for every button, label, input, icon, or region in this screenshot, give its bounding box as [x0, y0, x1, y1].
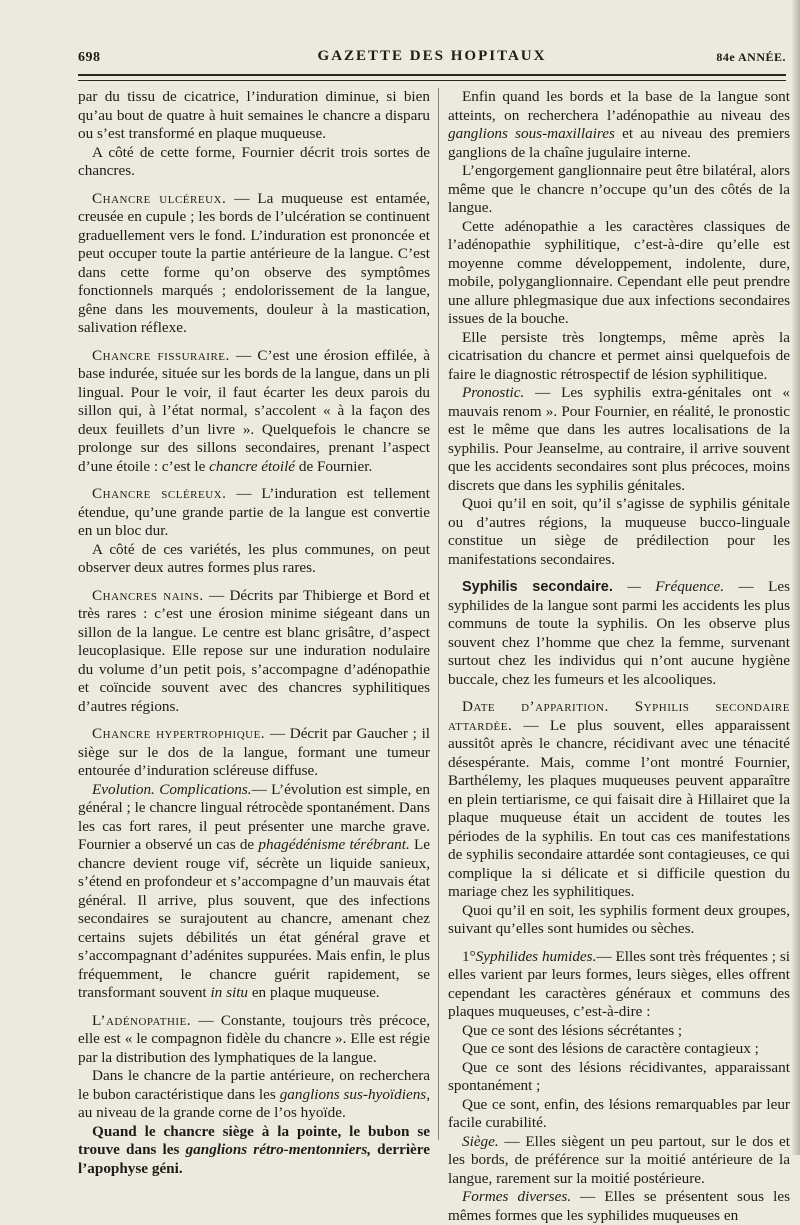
- left-column: [78, 88, 430, 1178]
- paragraph: Quoi qu’il en soit, les syphilis forment deux groupes, suivant qu’elles sont humides ou sèches.: [448, 901, 790, 937]
- section-heading: Chancre scléreux.: [92, 485, 227, 502]
- paragraph: [448, 948, 790, 1022]
- paragraph: [78, 781, 430, 1003]
- paragraph: Que ce sont des lésions sécrétantes ;: [462, 1021, 683, 1039]
- paragraph-text: — Les syphilis extra-génitales ont « mauvais renom ». Pour Fournier, en réalité, le pronostic est le même que dans les autres localisations de la syphilis. Pour Jeanselme, au contraire, il arrive souvent que les accidents secondaires sont plus précoces, moins discrets que dans les syphilis génitales.: [448, 384, 790, 494]
- right-column: [448, 88, 790, 1225]
- journal-title: GAZETTE DES HOPITAUX: [317, 48, 547, 64]
- paragraph: [78, 347, 430, 477]
- column-divider: [438, 88, 439, 1140]
- italic-term: ganglions sus-hyoïdiens,: [279, 1085, 430, 1103]
- header-rule-thin: [78, 80, 786, 81]
- paragraph-text: — Elles siègent un peu partout, sur le dos et les bords, de préférence sur la moitié antérieure de la langue, rarement sur la moitié postérieure.: [448, 1132, 790, 1187]
- italic-term: phagédénisme térébrant.: [258, 836, 410, 853]
- paragraph-text: de Fournier.: [295, 457, 373, 475]
- paragraph: [78, 1067, 430, 1123]
- page-number: 698: [78, 50, 101, 65]
- paragraph: A côté de ces variétés, les plus communes, on peut observer deux autres formes plus rares.: [78, 540, 430, 576]
- paragraph: Quoi qu’il en soit, qu’il s’agisse de syphilis génitale ou d’autres régions, la muqueuse bucco-linguale constitue un siège de prédilection pour les manifestations secondaires.: [448, 495, 790, 568]
- paragraph: Que ce sont des lésions de caractère contagieux ;: [462, 1040, 759, 1057]
- paragraph-text: au niveau de la grande corne de l’os hyoïde.: [78, 1104, 346, 1121]
- paragraph: [448, 384, 790, 495]
- italic-term: in situ: [210, 984, 249, 1001]
- paragraph: [448, 1133, 790, 1189]
- italic-term: ganglions rétro-mentonniers,: [185, 1141, 372, 1158]
- paragraph: [448, 578, 790, 689]
- paragraph: [78, 485, 430, 541]
- section-heading: Chancres nains.: [92, 586, 204, 604]
- paragraph-text: Le chancre devient rouge vif, sécrète un liquide sanieux, s’étend en profondeur et s’accompagne d’un mauvais état général. Il arrive, plus souvent, que des infections secondaires se surajoutent au chancre, amenant chez certains sujets débilités un état général grave et s’accompagnant d’adénites suppurées. Mais enfin, le plus fréquemment, le chancre guérit rapidement, se transformant souvent: [78, 836, 430, 1001]
- paragraph-text: — Elles sont très fréquentes ; si elles varient par leurs formes, leurs sièges, elles offrent cependant les caractères généraux et communs des plaques muqueuses, c’est-à-dire :: [448, 947, 791, 1020]
- italic-term: ganglions sous-maxillaires: [448, 125, 615, 142]
- running-header: [78, 44, 786, 68]
- italic-heading: Pronostic.: [462, 384, 525, 401]
- page-edge: [792, 0, 800, 1155]
- paragraph-text: derrière l’apophyse géni.: [78, 1141, 430, 1177]
- paragraph-text: en plaque muqueuse.: [248, 984, 380, 1001]
- paragraph-text: Dans le chancre de la partie antérieure, on rechercherа le bubon caractéristique dans les: [78, 1067, 430, 1103]
- paragraph: [78, 1123, 430, 1179]
- section-heading: Chancre fissuraire.: [92, 346, 230, 364]
- paragraph: A côté de cette forme, Fournier décrit trois sortes de chancres.: [78, 143, 430, 179]
- italic-heading: Syphilides humides.: [475, 947, 597, 965]
- paragraph: Cette adénopathie a les caractères classiques de l’adénopathie syphilitique, c’est-à-dire qu’elle est moyenne comme développement, indolente, dure, mobile, polyganglionnaire. Cependant elle peut prendre une allure phlegmasique due aux infections secondaires issues de la bouche.: [448, 217, 790, 327]
- paragraph: [448, 1188, 790, 1225]
- paragraph: Que ce sont, enfin, des lésions remarquables par leur facile curabilité.: [448, 1095, 790, 1131]
- section-heading: L’adénopathie.: [92, 1011, 192, 1029]
- italic-heading: Formes diverses.: [462, 1188, 572, 1205]
- paragraph: Elle persiste très longtemps, même après la cicatrisation du chancre et permet ainsi quelquefois de faire le diagnostic rétrospectif de lésion syphilitique.: [448, 328, 790, 383]
- paragraph: [78, 587, 430, 717]
- italic-term: chancre étoilé: [209, 457, 296, 475]
- paragraph: [448, 88, 790, 162]
- paragraph: [78, 190, 430, 338]
- section-heading: Chancre ulcéreux.: [92, 189, 227, 207]
- italic-heading: Siège.: [462, 1132, 499, 1150]
- paragraph-text: — L’évolution est simple, en général ; le chancre lingual rétrocède spontanément. Dans les cas fort rares, il peut présenter une marche grave. Fournier a observé un cas de: [78, 780, 430, 853]
- section-heading: Chancre hypertrophique.: [92, 725, 266, 742]
- paragraph-text: Enfin quand les bords et la base de la langue sont atteints, on recherchera l’adénopathie au niveau des: [448, 88, 790, 124]
- paragraph-text: — La muqueuse est entamée, creusée en cupule ; les bords de l’ulcération se continuent graduellement vers le fond. L’induration est prononcée et peut occuper toute la partie antérieure de la langue. C’est dans cette forme qu’on observe des symptômes fonctionnels marqués ; endolorissement de la langue, gêne dans les mouvements, douleur à la mastication, salivation réflexe.: [78, 189, 430, 336]
- paragraph: [448, 698, 790, 902]
- italic-heading: Evolution. Complications.: [92, 780, 252, 798]
- paragraph-text: — Le plus souvent, elles apparaissent aussitôt après le chancre, récidivant avec une ténacité désespérante. Mais, comme l’ont montré Fournier, Barthélemy, les plaques muqueuses peuvent apparaître en plein tertiarisme, ce qui faisait dire à Hillairet que la plaque muqueuse était un accident de toutes les périodes de la syphilis. En tout cas ces manifestations de syphilis secondaire attardée sont contagieuses, ce qui complique la si délicate et si difficile question du mariage chez les syphilitiques.: [448, 716, 790, 900]
- paragraph: [78, 1012, 430, 1068]
- paragraph-text: Quand le chancre siège à la pointe, le bubon se trouve dans les: [78, 1122, 430, 1158]
- paragraph-text: et au niveau des premiers ganglions de la chaîne jugulaire interne.: [448, 125, 790, 161]
- paragraph-text: — L’induration est tellement étendue, qu’une grande partie de la langue est convertie en un bloc dur.: [78, 485, 430, 539]
- paragraph-text: — Décrit par Gaucher ; il siège sur le dos de la langue, formant une tumeur entourée d’induration scléreuse diffuse.: [78, 725, 431, 779]
- paragraph-text: — Constante, toujours très précoce, elle est « le compagnon fidèle du chancre ». Elle est régie par la distribution des lymphatiques de la langue.: [78, 1011, 430, 1066]
- year-label: 84e ANNÉE.: [716, 50, 786, 64]
- paragraph: Que ce sont des lésions récidivantes, apparaissant spontanément ;: [448, 1058, 790, 1094]
- paragraph: [78, 725, 430, 781]
- paragraph-text: — Les syphilides de la langue sont parmi les accidents les plus communs de toute la syphilis. On les observe plus souvent chez l’homme que chez la femme, survenant surtout chez les individus qui n’ont aucune hygiène buccale, chez les fumeurs et les alcooliques.: [448, 578, 790, 688]
- paragraph: par du tissu de cicatrice, l’induration diminue, si bien qu’au bout de quatre à huit semaines le chancre a disparu ou s’est transformé en plaque muqueuse.: [78, 88, 430, 142]
- paragraph-text: — Elles se présentent sous les mêmes formes que les syphilides muqueuses en: [448, 1188, 790, 1224]
- paragraph-text: — C’est une érosion effilée, à base indurée, située sur les bords de la langue, dans un pli lingual. Pour le voir, il faut écarter les deux parois du sillon qui, à l’état normal, s’accolent « à la façon des deux feuillets d’un livre ». Quelquefois le chancre se prolonge sur des sillons secondaires, prenant l’aspect d’une étoile : c’est le: [78, 346, 430, 475]
- section-heading: Date d’apparition. Syphilis secondaire attardée.: [448, 698, 790, 734]
- paragraph: L’engorgement ganglionnaire peut être bilatéral, alors même que le chancre n’occupe qu’un des côtés de la langue.: [448, 162, 790, 216]
- paragraph-text: — Décrits par Thibierge et Bord et très rares : c’est une érosion minime siégeant dans un sillon de la langue. Le centre est blanc grisâtre, d’aspect leucoplasique. Elle repose sur une induration nodulaire du volume d’un petit pois, s’accompagne d’adénopathie et coïncide souvent avec des chancres syphilitiques d’autres régions.: [78, 586, 430, 715]
- list-number: 1°: [462, 947, 476, 965]
- italic-heading: — Fréquence.: [612, 578, 724, 595]
- section-heading: Syphilis secondaire.: [462, 579, 613, 595]
- header-rule-thick: [78, 74, 786, 76]
